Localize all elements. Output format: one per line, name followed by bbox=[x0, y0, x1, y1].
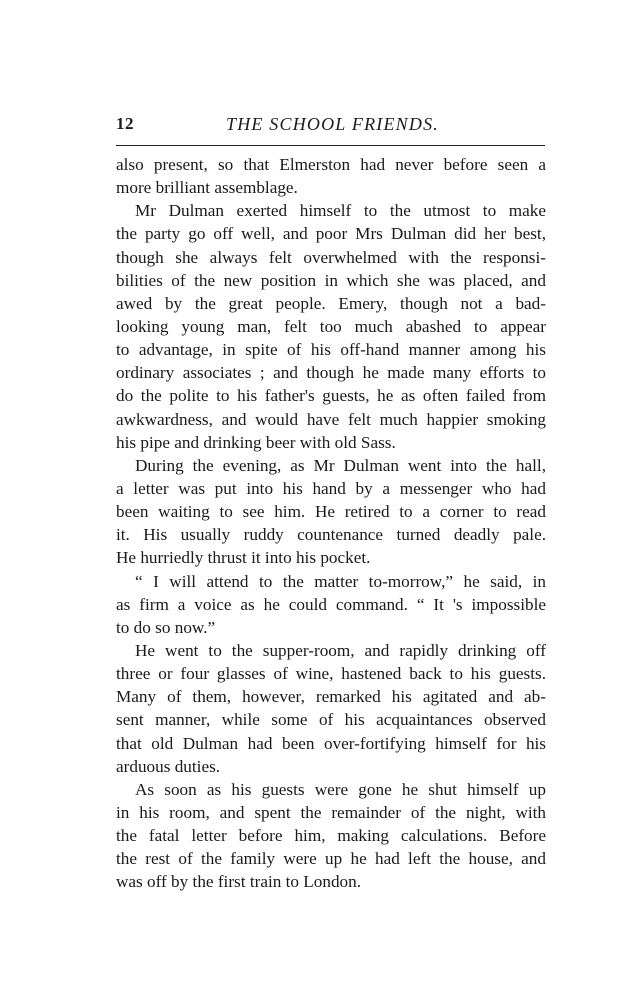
body-text bbox=[116, 153, 546, 894]
text-line: awed by the great people. Emery, though not a bad- bbox=[116, 293, 546, 313]
text-line: was off by the first train to London. bbox=[116, 872, 362, 892]
text-line: three or four glasses of wine, hastened back to his guests. bbox=[116, 664, 546, 684]
text-line: do the polite to his father's guests, he as often failed from bbox=[116, 386, 546, 406]
book-title: THE SCHOOL FRIENDS. bbox=[226, 114, 439, 134]
text-line: though she always felt overwhelmed with the responsi- bbox=[116, 247, 546, 267]
text-line: bilities of the new position in which she was placed, and bbox=[116, 270, 546, 290]
text-line: his pipe and drinking beer with old Sass. bbox=[116, 432, 396, 452]
text-line: a letter was put into his hand by a messenger who had bbox=[116, 478, 546, 498]
text-line: Mr Dulman exerted himself to the utmost to make bbox=[135, 201, 546, 221]
text-line: Many of them, however, remarked his agitated and ab- bbox=[116, 687, 546, 707]
text-line: looking young man, felt too much abashed to appear bbox=[116, 316, 546, 336]
text-line: as firm a voice as he could command. “ It 's impossible bbox=[116, 594, 546, 614]
text-line: arduous duties. bbox=[116, 756, 221, 776]
text-line: “ I will attend to the matter to-morrow,” he said, in bbox=[135, 571, 546, 591]
running-head bbox=[116, 114, 546, 140]
text-line: the party go off well, and poor Mrs Dulman did her best, bbox=[116, 224, 546, 244]
text-line: that old Dulman had been over-fortifying himself for his bbox=[116, 733, 546, 753]
text-line: the fatal letter before him, making calculations. Before bbox=[116, 826, 546, 846]
header-rule bbox=[116, 145, 545, 146]
text-line: the rest of the family were up he had left the house, and bbox=[116, 849, 546, 869]
text-line: He hurriedly thrust it into his pocket. bbox=[116, 548, 371, 568]
text-line: awkwardness, and would have felt much happier smoking bbox=[116, 409, 546, 429]
text-line: As soon as his guests were gone he shut himself up bbox=[135, 779, 546, 799]
text-line: During the evening, as Mr Dulman went into the hall, bbox=[135, 455, 546, 475]
text-line: He went to the supper-room, and rapidly drinking off bbox=[135, 640, 546, 660]
text-line: to advantage, in spite of his off-hand manner among his bbox=[116, 340, 546, 360]
text-line: ordinary associates ; and though he made many efforts to bbox=[116, 363, 546, 383]
text-line: to do so now.” bbox=[116, 617, 216, 637]
text-line: more brilliant assemblage. bbox=[116, 178, 298, 198]
page-number: 12 bbox=[116, 114, 134, 133]
text-line: in his room, and spent the remainder of the night, with bbox=[116, 802, 546, 822]
text-line: sent manner, while some of his acquaintances observed bbox=[116, 710, 546, 730]
text-line: it. His usually ruddy countenance turned deadly pale. bbox=[116, 525, 546, 545]
text-line: also present, so that Elmerston had never before seen a bbox=[116, 155, 546, 174]
text-line: been waiting to see him. He retired to a corner to read bbox=[116, 502, 546, 522]
